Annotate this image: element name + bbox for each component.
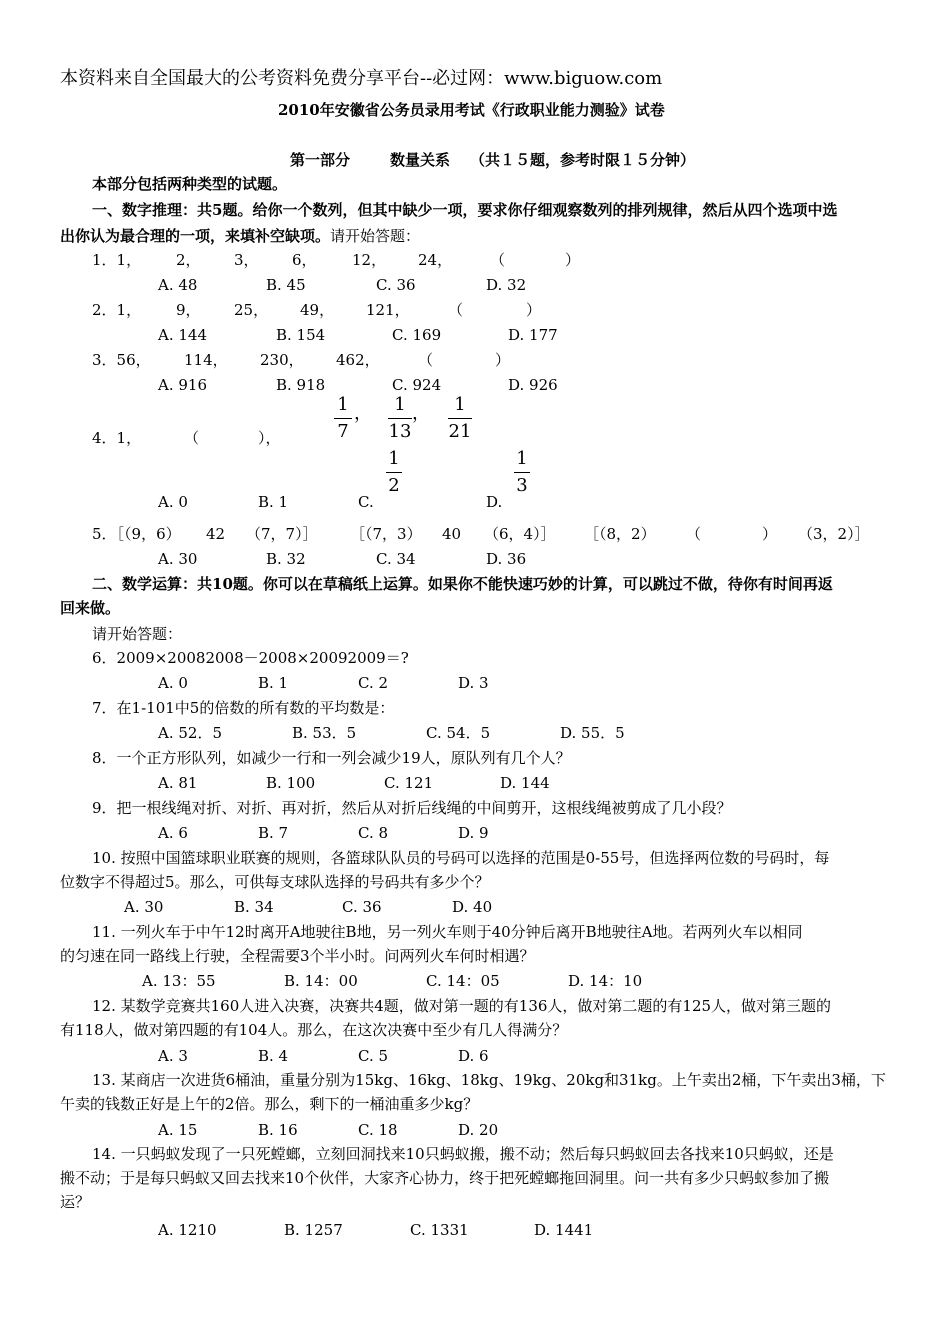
q3-blank-open: （ — [418, 351, 434, 369]
q2-option-a: A. 144 — [158, 326, 207, 344]
q4-term: 4．1， — [92, 429, 142, 447]
q6-option-b: B. 1 — [258, 674, 289, 692]
q1-term: 6， — [292, 251, 317, 269]
q2-term: 2．1， — [92, 301, 142, 319]
q9-option-b: B. 7 — [258, 824, 289, 842]
q3-term: 114， — [184, 351, 228, 369]
q6-stem: 6．2009×20082008－2008×20092009＝? — [92, 649, 409, 667]
section1-heading-line2-bold: 出你认为最合理的一项，来填补空缺项。 — [60, 227, 331, 245]
q9-option-d: D. 9 — [458, 824, 489, 842]
fraction-denominator: 21 — [448, 421, 472, 442]
q5-term: 5．［（9，6） — [92, 525, 181, 543]
q10-option-a: A. 30 — [124, 898, 164, 916]
q5-term: （6，4）］ — [484, 525, 556, 543]
q14-stem-line2: 搬不动；于是每只蚂蚁又回去找来10个伙伴，大家齐心协力，终于把死螳螂拖回洞里。问一共有多少只蚂蚁参加了搬 — [60, 1169, 830, 1187]
q7-option-b: B. 53．5 — [292, 724, 357, 742]
fraction-denominator: 7 — [337, 421, 349, 442]
q2-term: 25， — [234, 301, 269, 319]
q1-blank-open: （ — [490, 251, 506, 269]
q4-option-a: A. 0 — [158, 493, 188, 511]
q1-option-b: B. 45 — [266, 276, 306, 294]
q7-option-a: A. 52．5 — [158, 724, 222, 742]
q2-option-b: B. 154 — [276, 326, 326, 344]
q9-option-a: A. 6 — [158, 824, 188, 842]
q1-option-d: D. 32 — [486, 276, 527, 294]
fraction-bar — [386, 472, 402, 473]
q4-fraction-sep: ， — [354, 403, 372, 424]
q11-option-b: B. 14：00 — [284, 972, 358, 990]
q2-option-d: D. 177 — [508, 326, 558, 344]
q10-stem-line1: 10. 按照中国篮球职业联赛的规则，各篮球队队员的号码可以选择的范围是0-55号，但选择两位数的号码时，每 — [92, 849, 830, 867]
q1-term: 24， — [418, 251, 453, 269]
fraction-numerator: 1 — [337, 394, 349, 415]
q12-option-b: B. 4 — [258, 1047, 289, 1065]
part-label: 第一部分 — [290, 151, 351, 169]
fraction-bar — [388, 418, 412, 419]
q12-stem-line1: 12. 某数学竞赛共160人进入决赛，决赛共4题，做对第一题的有136人，做对第二题的有125人，做对第三题的 — [92, 997, 832, 1015]
q3-blank-close: ） — [495, 351, 511, 369]
fraction-denominator: 3 — [516, 475, 528, 496]
fraction-denominator: 13 — [388, 421, 412, 442]
part-name: 数量关系 — [390, 151, 451, 169]
header-note: 本资料来自全国最大的公考资料免费分享平台--必过网：www.biguow.com — [60, 68, 663, 89]
q12-option-d: D. 6 — [458, 1047, 489, 1065]
fraction-numerator: 1 — [388, 448, 400, 469]
q12-stem-line2: 有118人，做对第四题的有104人。那么，在这次决赛中至少有几人得满分？ — [60, 1021, 568, 1039]
q4-option-b: B. 1 — [258, 493, 289, 511]
q1-term: 2， — [176, 251, 201, 269]
q10-option-b: B. 34 — [234, 898, 274, 916]
q4-option-c-fraction — [386, 448, 402, 497]
q1-term: 3， — [234, 251, 259, 269]
q11-option-a: A. 13：55 — [142, 972, 216, 990]
part-note: （共１５题，参考时限１５分钟） — [470, 151, 696, 169]
q7-option-d: D. 55．5 — [560, 724, 625, 742]
q12-option-a: A. 3 — [158, 1047, 188, 1065]
part-intro: 本部分包括两种类型的试题。 — [92, 175, 288, 193]
q5-blank-close: ） — [762, 525, 778, 543]
q1-option-c: C. 36 — [376, 276, 416, 294]
q2-option-c: C. 169 — [392, 326, 442, 344]
q4-fraction-sep: ， — [412, 403, 430, 424]
fraction-numerator: 1 — [516, 448, 528, 469]
fraction-bar — [514, 472, 530, 473]
section2-heading-line2: 回来做。 — [60, 599, 121, 617]
q6-option-a: A. 0 — [158, 674, 188, 692]
q5-term: ［（7，3） — [350, 525, 422, 543]
q1-term: 12， — [352, 251, 387, 269]
q4-blank-open: （ — [184, 429, 200, 447]
q11-stem-line1: 11. 一列火车于中午12时离开A地驶往B地，另一列火车则于40分钟后离开B地驶往A地。若两列火车以相同 — [92, 923, 803, 941]
q8-option-c: C. 121 — [384, 774, 434, 792]
section1-heading-line2 — [60, 226, 420, 246]
q11-option-c: C. 14：05 — [426, 972, 500, 990]
q4-blank-close: ）， — [258, 429, 281, 447]
q2-blank-close: ） — [526, 301, 542, 319]
q10-stem-line2: 位数字不得超过5。那么，可供每支球队选择的号码共有多少个？ — [60, 873, 490, 891]
q14-option-c: C. 1331 — [410, 1221, 469, 1239]
fraction-numerator: 1 — [454, 394, 466, 415]
q6-option-d: D. 3 — [458, 674, 489, 692]
q3-option-a: A. 916 — [158, 376, 207, 394]
q10-option-d: D. 40 — [452, 898, 493, 916]
fraction-denominator: 2 — [388, 475, 400, 496]
section2-start: 请开始答题： — [92, 625, 183, 643]
q14-option-a: A. 1210 — [158, 1221, 217, 1239]
q2-term: 49， — [300, 301, 335, 319]
q4-fraction — [334, 394, 352, 443]
q14-stem-line1: 14. 一只蚂蚁发现了一只死螳螂，立刻回洞找来10只蚂蚁搬，搬不动；然后每只蚂蚁回去各找来10只蚂蚁，还是 — [92, 1145, 834, 1163]
q5-term: ［（8，2） — [584, 525, 656, 543]
q13-option-d: D. 20 — [458, 1121, 499, 1139]
q5-term: （3，2）］ — [798, 525, 870, 543]
q13-stem-line1: 13. 某商店一次进货6桶油，重量分别为15kg、16kg、18kg、19kg、20kg和31kg。上午卖出2桶，下午卖出3桶，下 — [92, 1071, 886, 1089]
q8-option-d: D. 144 — [500, 774, 550, 792]
q3-term: 462， — [336, 351, 380, 369]
q3-option-d: D. 926 — [508, 376, 558, 394]
q5-option-b: B. 32 — [266, 550, 306, 568]
q5-term: （7，7）］ — [246, 525, 318, 543]
q10-option-c: C. 36 — [342, 898, 382, 916]
q1-option-a: A. 48 — [158, 276, 198, 294]
fraction-bar — [334, 418, 352, 419]
q1-blank-close: ） — [565, 251, 581, 269]
fraction-numerator: 1 — [394, 394, 406, 415]
section2-heading: 二、数学运算：共10题。你可以在草稿纸上运算。如果你不能快速巧妙的计算，可以跳过不做，待你有时间再返 — [92, 575, 833, 593]
q1-term: 1．1， — [92, 251, 142, 269]
q8-stem: 8．一个正方形队列，如减少一行和一列会减少19人，原队列有几个人？ — [92, 749, 571, 767]
q4-option-d: D. — [486, 493, 503, 511]
q5-blank-open: （ — [686, 525, 702, 543]
q9-stem: 9．把一根线绳对折、对折、再对折，然后从对折后线绳的中间剪开，这根线绳被剪成了几小段？ — [92, 799, 732, 817]
q8-option-b: B. 100 — [266, 774, 316, 792]
q4-option-c: C. — [358, 493, 374, 511]
q5-term: 40 — [442, 525, 462, 543]
q13-option-c: C. 18 — [358, 1121, 398, 1139]
q14-stem-line3: 运？ — [60, 1193, 91, 1211]
q4-fraction — [448, 394, 472, 443]
q11-option-d: D. 14：10 — [568, 972, 643, 990]
fraction-bar — [448, 418, 472, 419]
q5-option-d: D. 36 — [486, 550, 527, 568]
q2-blank-open: （ — [448, 301, 464, 319]
q3-option-b: B. 918 — [276, 376, 326, 394]
q14-option-d: D. 1441 — [534, 1221, 594, 1239]
q4-fraction — [388, 394, 412, 443]
q13-option-b: B. 16 — [258, 1121, 298, 1139]
section1-heading-tail: 请开始答题： — [330, 227, 421, 245]
q9-option-c: C. 8 — [358, 824, 389, 842]
q13-option-a: A. 15 — [158, 1121, 198, 1139]
q5-term: 42 — [206, 525, 226, 543]
q14-option-b: B. 1257 — [284, 1221, 343, 1239]
q3-option-c: C. 924 — [392, 376, 442, 394]
q2-term: 121， — [366, 301, 410, 319]
q4-option-d-fraction — [514, 448, 530, 497]
q12-option-c: C. 5 — [358, 1047, 389, 1065]
q7-option-c: C. 54．5 — [426, 724, 491, 742]
q7-stem: 7．在1-101中5的倍数的所有数的平均数是： — [92, 699, 395, 717]
section1-heading: 一、数字推理：共5题。给你一个数列，但其中缺少一项，要求你仔细观察数列的排列规律，然后从四个选项中选 — [92, 201, 838, 219]
q3-term: 3．56， — [92, 351, 151, 369]
q11-stem-line2: 的匀速在同一路线上行驶，全程需要3个半小时。问两列火车何时相遇？ — [60, 947, 535, 965]
q3-term: 230， — [260, 351, 304, 369]
q8-option-a: A. 81 — [158, 774, 198, 792]
q5-option-c: C. 34 — [376, 550, 416, 568]
q5-option-a: A. 30 — [158, 550, 198, 568]
page-title: 2010年安徽省公务员录用考试《行政职业能力测验》试卷 — [278, 101, 665, 119]
q2-term: 9， — [176, 301, 201, 319]
q13-stem-line2: 午卖的钱数正好是上午的2倍。那么，剩下的一桶油重多少kg？ — [60, 1095, 479, 1113]
q6-option-c: C. 2 — [358, 674, 389, 692]
